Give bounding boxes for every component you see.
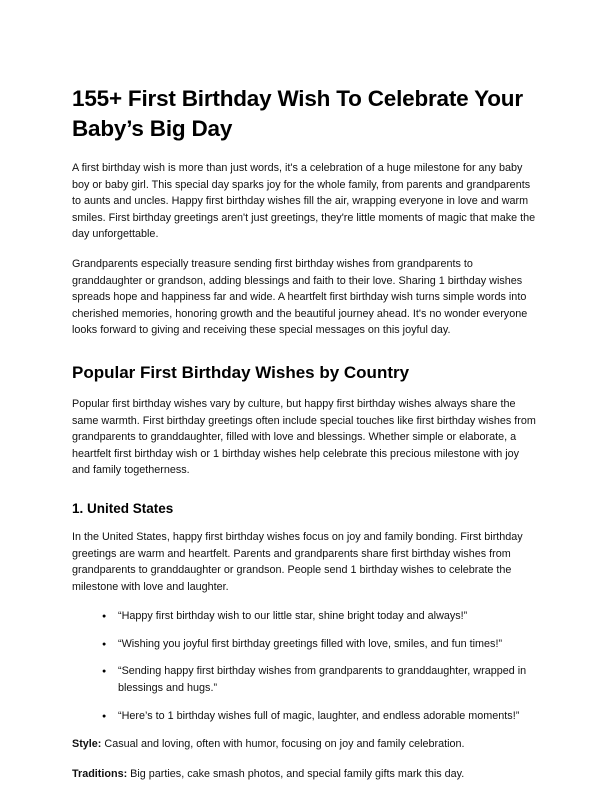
style-note [72,736,540,753]
subsection-heading-united-states: 1. United States [72,500,174,516]
style-label: Style: [72,738,102,751]
list-item: ● “Happy first birthday wish to our little star, shine bright today and always!” [118,608,540,625]
intro-paragraph-1: A first birthday wish is more than just words, it's a celebration of a huge milestone for any baby boy or baby girl. This special day sparks joy for the whole family, from parents and grandparents to aunts and uncles. Happy first birthday wishes fill the air, wrapping everyone in love and warm smiles. First birthday greetings aren't just greetings, they're little moments of magic that make the day unforgettable. [72,162,536,241]
intro-paragraph-2: Grandparents especially treasure sending first birthday wishes from grandparents to granddaughter or grandson, adding blessings and faith to their love. Sharing 1 birthday wishes spreads hope and happiness far and wide. A heartfelt first birthday wish turns simple words into cherished memories, honoring growth and the beautiful journey ahead. It's no wonder everyone looks forward to giving and receiving these special messages on this joyful day. [72,257,528,337]
traditions-note [72,766,540,783]
list-item: ● “Sending happy first birthday wishes from grandparents to granddaughter, wrapped in blessings and hugs.” [118,663,540,696]
list-item: ● “Here’s to 1 birthday wishes full of magic, laughter, and endless adorable moments!” [118,708,540,725]
section-paragraph: Popular first birthday wishes vary by culture, but happy first birthday wishes always share the same warmth. First birthday greetings often include special touches like first birthday wishes from grandparents to granddaughter, filled with love and blessings. Whether simple or elaborate, a heartfelt first birthday wish or 1 birthday wishes help celebrate this precious milestone with joy and family togetherness. [72,397,536,477]
style-text: Casual and loving, often with humor, focusing on joy and family celebration. [101,738,465,751]
traditions-text: Big parties, cake smash photos, and special family gifts mark this day. [127,767,465,780]
quote-list [72,608,540,724]
traditions-label: Traditions: [72,767,128,780]
subsection-paragraph: In the United States, happy first birthday wishes focus on joy and family bonding. First birthday greetings are warm and heartfelt. Parents and grandparents share first birthday wishes from grandparents to granddaughter or grandson. People send 1 birthday wishes to celebrate the milestone with love and laughter. [72,530,523,593]
list-item: ● “Wishing you joyful first birthday greetings filled with love, smiles, and fun times!” [118,636,540,653]
page-title: 155+ First Birthday Wish To Celebrate Your Baby’s Big Day [72,86,523,141]
section-heading-popular-wishes: Popular First Birthday Wishes by Country [72,362,410,382]
